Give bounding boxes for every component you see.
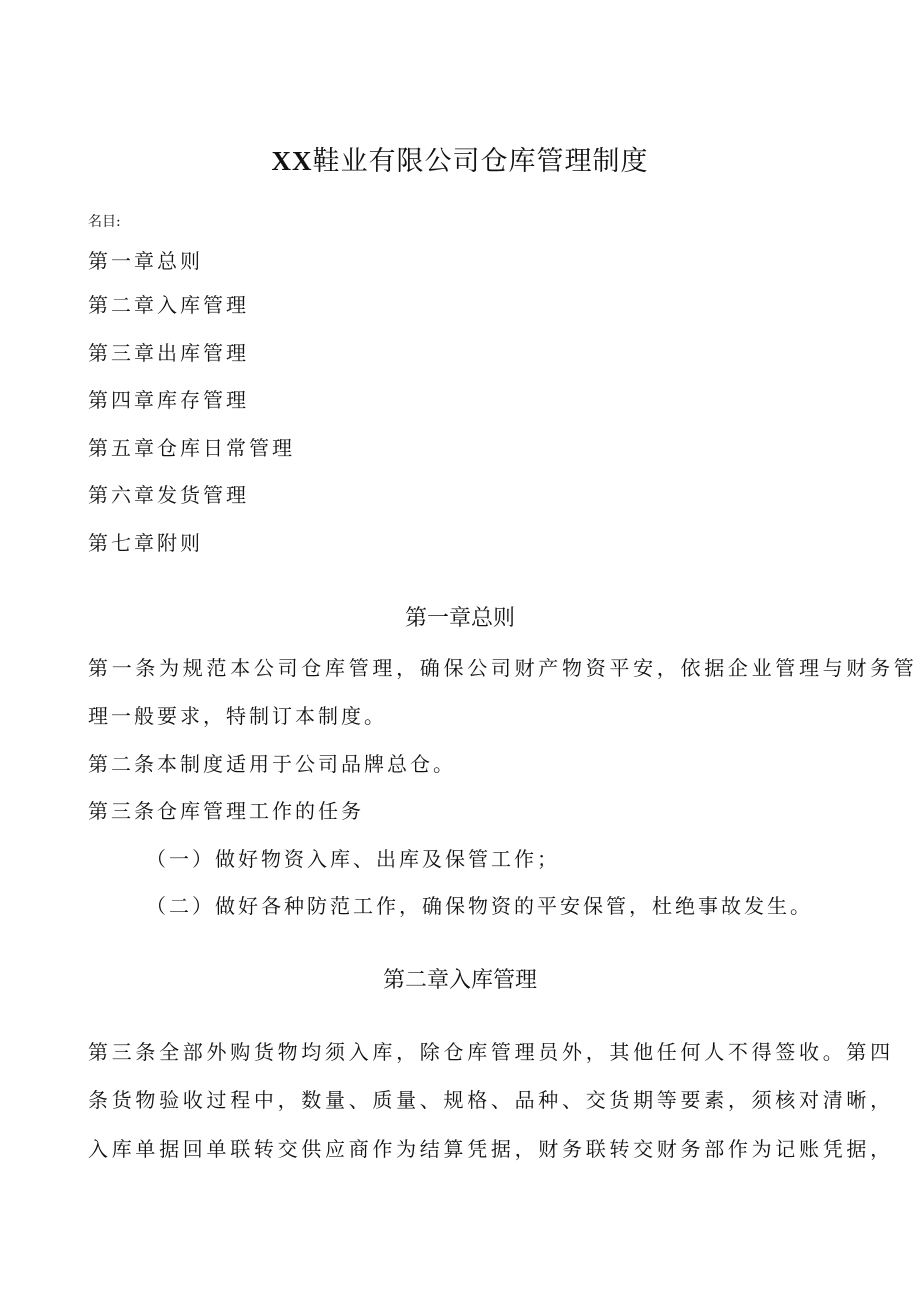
paragraph-line: 第三条全部外购货物均须入库，除仓库管理员外，其他任何人不得签收。第四 — [88, 1040, 894, 1064]
toc-item: 第一章总则 — [88, 249, 203, 273]
paragraph-line: 入库单据回单联转交供应商作为结算凭据，财务联转交财务部作为记账凭据， — [88, 1137, 894, 1161]
toc-item: 第七章附则 — [88, 531, 203, 555]
toc-item: 第六章发货管理 — [88, 483, 249, 507]
toc-item: 第二章入库管理 — [88, 293, 249, 317]
paragraph-line: 条货物验收过程中，数量、质量、规格、品种、交货期等要素，须核对清晰， — [88, 1088, 894, 1112]
toc-item: 第五章仓库日常管理 — [88, 436, 295, 460]
document-title-main: 鞋业有限公司仓库管理制度 — [312, 146, 649, 177]
paragraph-line: 第一条为规范本公司仓库管理，确保公司财产物资平安，依据企业管理与财务管 — [88, 656, 918, 680]
list-item: （二）做好各种防范工作，确保物资的平安保管，杜绝事故发生。 — [146, 894, 813, 918]
paragraph-line: 第三条仓库管理工作的任务 — [88, 799, 364, 823]
chapter-heading: 第二章入库管理 — [382, 968, 537, 993]
document-title — [0, 143, 920, 180]
toc-label: 名目: — [88, 214, 121, 230]
paragraph-line: 理一般要求，特制订本制度。 — [88, 704, 387, 728]
document-title-prefix: XX — [271, 146, 313, 176]
paragraph-line: 第二条本制度适用于公司品牌总仓。 — [88, 752, 456, 776]
toc-item: 第三章出库管理 — [88, 341, 249, 365]
chapter-heading: 第一章总则 — [404, 606, 515, 631]
toc-item: 第四章库存管理 — [88, 388, 249, 412]
list-item: （一）做好物资入库、出库及保管工作； — [146, 847, 560, 871]
